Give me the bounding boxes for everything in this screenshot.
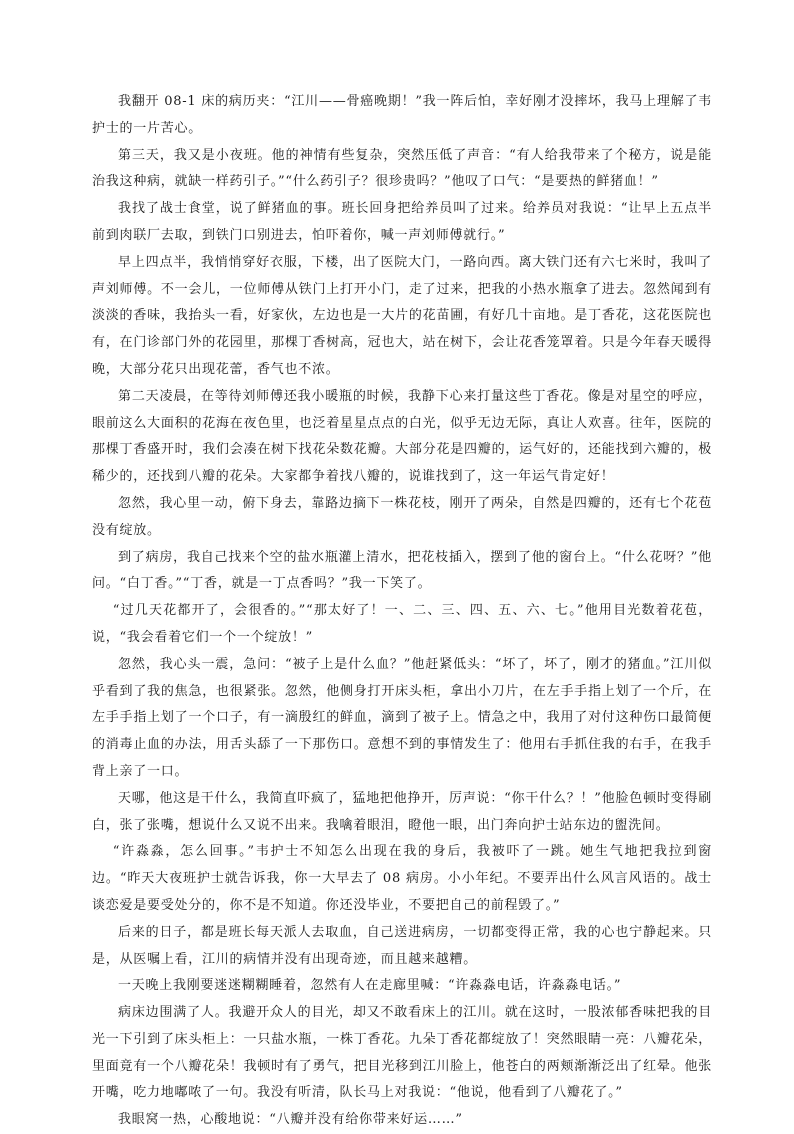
paragraph: 早上四点半，我悄悄穿好衣服，下楼，出了医院大门，一路向西。离大铁门还有六七米时，我叫了声刘师傅。不一会儿，一位师傅从铁门上打开小门，走了过来，把我的小热水瓶拿了进去。忽然闻到有淡淡的香味，我抬头一看，好家伙，左边也是一大片的花苗圃，有好几十亩地。是丁香花，这花医院也有，在门诊部门外的花园里，那棵丁香树高，冠也大，站在树下，会让花香笼罩着。只是今年春天暖得晚，大部分花只出现花蕾，香气也不浓。 [92,254,712,377]
paragraph: 病床边围满了人。我避开众人的目光，却又不敢看床上的江川。就在这时，一股浓郁香味把我的目光一下引到了床头柜上：一只盐水瓶，一株丁香花。九朵丁香花都绽放了！突然眼睛一亮：八瓣花朵，里面竟有一个八瓣花朵！我顿时有了勇气，把目光移到江川脸上，他苍白的两颊渐渐泛出了红晕。他张开嘴，吃力地嘟哝了一句。我没有听清，队长马上对我说：“他说，他看到了八瓣花了。” [92,1005,712,1101]
paragraph: 忽然，我心里一动，俯下身去，靠路边摘下一株花枝，刚开了两朵，自然是四瓣的，还有七个花苞没有绽放。 [92,495,712,538]
paragraph: 第二天凌晨，在等待刘师傅还我小暖瓶的时候，我静下心来打量这些丁香花。像是对星空的呼应，眼前这么大面积的花海在夜色里，也泛着星星点点的白光，似乎无边无际，真让人欢喜。往年，医院的那棵丁香盛开时，我们会凑在树下找花朵数花瓣。大部分花是四瓣的，运气好的，还能找到六瓣的，极稀少的，还找到八瓣的花朵。大家都争着找八瓣的，说谁找到了，这一年运气肯定好！ [92,388,712,485]
paragraph: 天哪，他这是干什么，我简直吓疯了，猛地把他挣开，厉声说：“你干什么？！”他脸色顿时变得刷白，张了张嘴，想说什么又说不出来。我噙着眼泪，瞪他一眼，出门奔向护士站东边的盥洗间。 [92,790,712,833]
paragraph: 我翻开 08-1 床的病历夹：“江川——骨癌晚期！”我一阵后怕，幸好刚才没摔坏，我马上理解了韦护士的一片苦心。 [92,94,712,136]
paragraph: “过几天花都开了，会很香的。”“那太好了！一、二、三、四、五、六、七。”他用目光数着花苞，说，“我会看着它们一个一个绽放！” [92,603,712,645]
paragraph: “许淼淼，怎么回事。”韦护士不知怎么出现在我的身后，我被吓了一跳。她生气地把我拉到窗边。“昨天大夜班护士就告诉我，你一大早去了 08 病房。小小年纪。不要弄出什么风言风语的。战士谈恋爱是要受处分的，你不是不知道。你还没毕业，不要把自己的前程毁了。” [92,844,712,913]
paragraph: 忽然，我心头一震，急问：“被子上是什么血？”他赶紧低头：“坏了，坏了，刚才的猪血。”江川似乎看到了我的焦急，也很紧张。忽然，他侧身打开床头柜，拿出小刀片，在左手手指上划了一个斤，在左手手指上划了一个口子，有一滴殷红的鲜血，滴到了被子上。情急之中，我用了对付这种伤口最简便的消毒止血的办法，用舌头舔了一下那伤口。意想不到的事情发生了：他用右手抓住我的右手，在我手背上亲了一口。 [92,656,712,779]
paragraph: 到了病房，我自己找来个空的盐水瓶灌上清水，把花枝插入，摆到了他的窗台上。“什么花呀？”他问。“白丁香。”“丁香，就是一丁点香吗？”我一下笑了。 [92,549,712,592]
document-body [92,89,712,1134]
paragraph: 我找了战士食堂，说了鲜猪血的事。班长回身把给养员叫了过来。给养员对我说：“让早上五点半前到肉联厂去取，到铁门口别进去，怕吓着你，喊一声刘师傅就行。” [92,201,712,243]
paragraph: 后来的日子，都是班长每天派人去取血，自己送进病房，一切都变得正常，我的心也宁静起来。只是，从医嘱上看，江川的病情并没有出现奇迹，而且越来越糟。 [92,924,712,967]
paragraph: 第三天，我又是小夜班。他的神情有些复杂，突然压低了声音：“有人给我带来了个秘方，说是能治我这种病，就缺一样药引子。”“什么药引子？很珍贵吗？”他叹了口气：“是要热的鲜猪血！” [92,147,712,190]
paragraph: 一天晚上我刚要迷迷糊糊睡着，忽然有人在走廊里喊：“许淼淼电话，许淼淼电话。” [118,978,622,994]
paragraph: 我眼窝一热，心酸地说：“八瓣并没有给你带来好运……” [118,1112,463,1128]
